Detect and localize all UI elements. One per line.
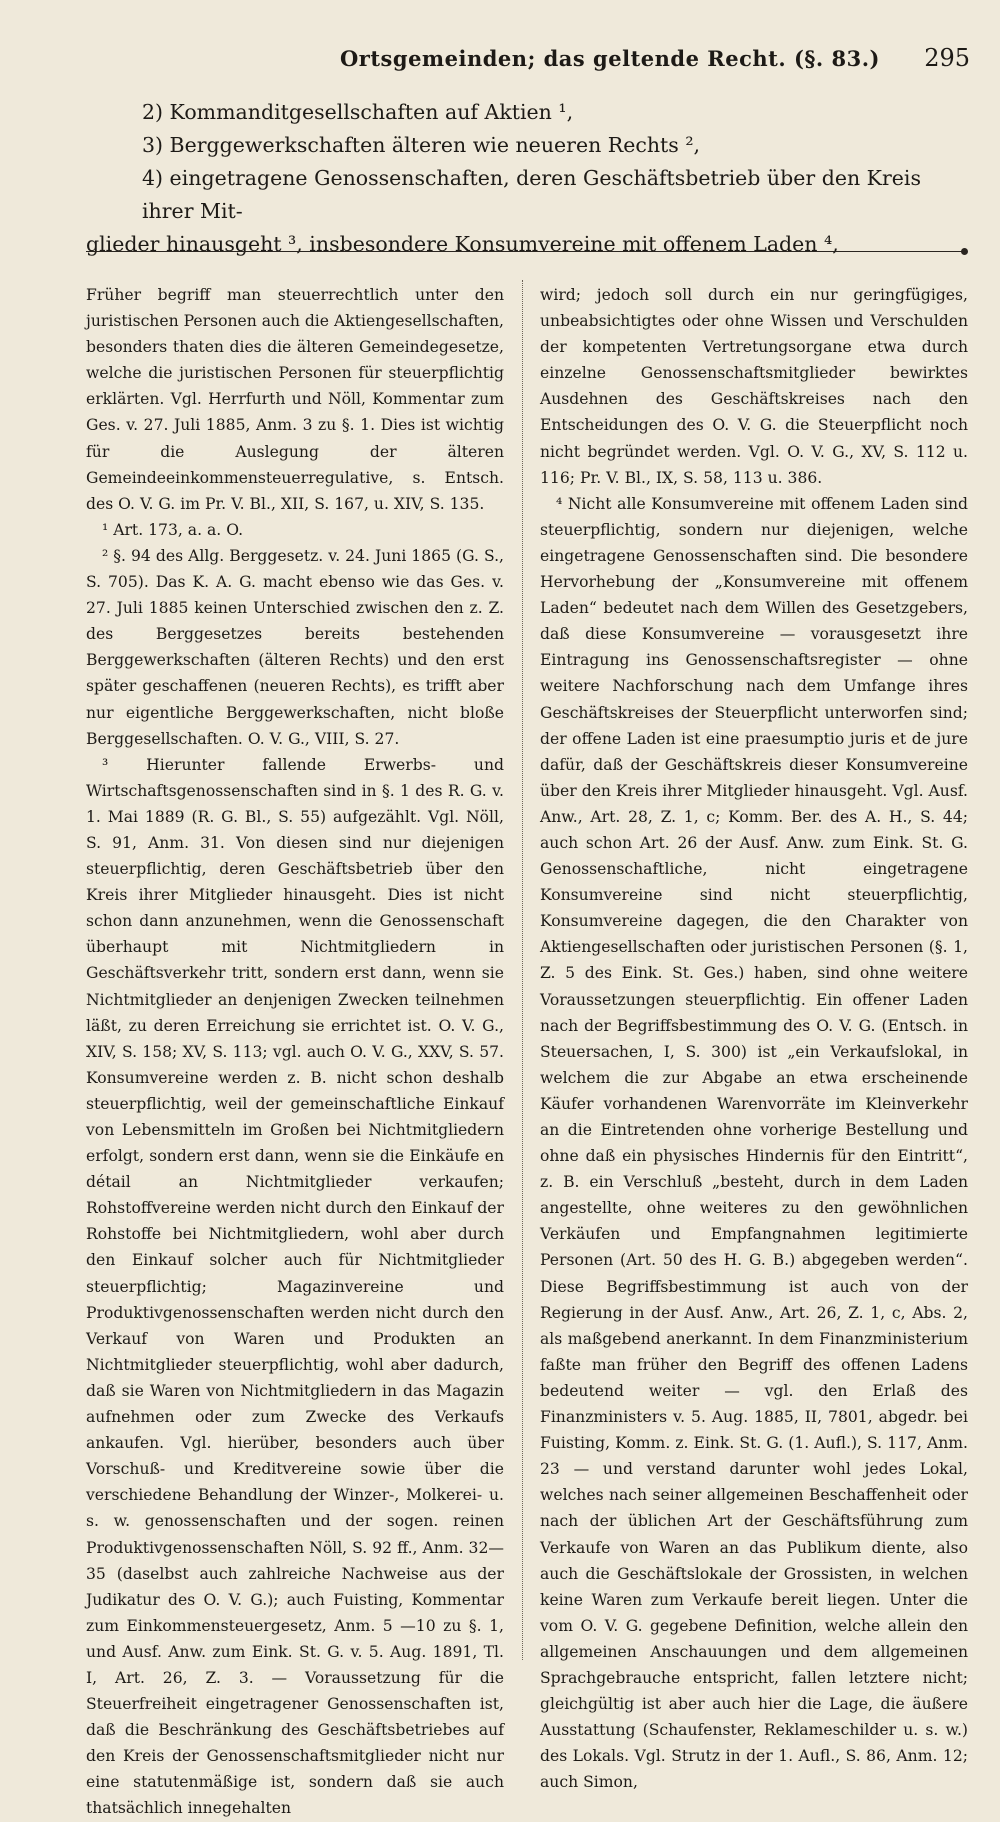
- footnote-continuation: Früher begriff man steuerrechtlich unter den juristischen Personen auch die Aktiengesellschaften, besonders thaten dies die älteren Gemeindegesetze, welche die juristischen Personen für steuerpflichtig erklärten. Vgl. Herrfurth und Nöll, Kommentar zum Ges. v. 27. Juli 1885, Anm. 3 zu §. 1. Dies ist wichtig für die Auslegung der älteren Gemeindeeinkommensteuerregulative, s. Entsch. des O. V. G. im Pr. V. Bl., XII, S. 167, u. XIV, S. 135.: [86, 286, 504, 513]
- column-divider: [522, 280, 523, 1660]
- footnote-2: ² §. 94 des Allg. Berggesetz. v. 24. Juni 1865 (G. S., S. 705). Das K. A. G. macht ebenso wie das Ges. v. 27. Juli 1885 keinen Unterschied zwischen den z. Z. des Berggesetzes bereits bestehenden Berggewerkschaften (älteren Rechts) und den erst später geschaffenen (neueren Rechts), es trifft aber nur eigentliche Berggewerkschaften, nicht bloße Berggesellschaften. O. V. G., VIII, S. 27.: [86, 546, 504, 748]
- list-item-3: 3) Berggewerkschaften älteren wie neueren Rechts ²,: [142, 133, 701, 157]
- left-column: [86, 282, 504, 1822]
- list-item-4-continuation: glieder hinausgeht ³, insbesondere Konsumvereine mit offenem Laden ⁴,: [86, 232, 839, 256]
- running-head: Ortsgemeinden; das geltende Recht. (§. 83.): [340, 46, 880, 71]
- footnote-1: ¹ Art. 173, a. a. O.: [102, 520, 244, 539]
- list-item-2: 2) Kommanditgesellschaften auf Aktien ¹,: [142, 100, 574, 124]
- footnote-3-continuation: wird; jedoch soll durch ein nur geringfügiges, unbeabsichtigtes oder ohne Wissen und Verschulden der kompetenten Vertretungsorgane etwa durch einzelne Genossenschaftsmitglieder bewirktes Ausdehnen des Geschäftskreises nach den Entscheidungen des O. V. G. die Steuerpflicht noch nicht begründet werden. Vgl. O. V. G., XV, S. 112 u. 116; Pr. V. Bl., IX, S. 58, 113 u. 386.: [540, 286, 968, 487]
- footnote-3: ³ Hierunter fallende Erwerbs- und Wirtschaftsgenossenschaften sind in §. 1 des R. G. v. 1. Mai 1889 (R. G. Bl., S. 55) aufgezählt. Vgl. Nöll, S. 91, Anm. 31. Von diesen sind nur diejenigen steuerpflichtig, deren Geschäftsbetrieb über den Kreis ihrer Mitglieder hinausgeht. Dies ist nicht schon dann anzunehmen, wenn die Genossenschaft überhaupt mit Nichtmitgliedern in Geschäftsverkehr tritt, sondern erst dann, wenn sie Nichtmitglieder an denjenigen Zwecken teilnehmen läßt, zu deren Erreichung sie errichtet ist. O. V. G., XIV, S. 158; XV, S. 113; vgl. auch O. V. G., XXV, S. 57. Konsumvereine werden z. B. nicht schon deshalb steuerpflichtig, weil der gemeinschaftliche Einkauf von Lebensmitteln im Großen bei Nichtmitgliedern erfolgt, sondern erst dann, wenn sie die Einkäufe en détail an Nichtmitglieder verkaufen; Rohstoffvereine werden nicht durch den Einkauf der Rohstoffe bei Nichtmitgliedern, wohl aber durch den Einkauf solcher auch für Nichtmitglieder steuerpflichtig; Magazinvereine und Produktivgenossenschaften werden nicht durch den Verkauf von Waren und Produkten an Nichtmitglieder steuerpflichtig, wohl aber dadurch, daß sie Waren von Nichtmitgliedern in das Magazin aufnehmen oder zum Zwecke des Verkaufs ankaufen. Vgl. hierüber, besonders auch über Vorschuß- und Kreditvereine sowie über die verschiedene Behandlung der Winzer-, Molkerei- u. s. w. genossenschaften und der sogen. reinen Produktivgenossenschaften Nöll, S. 92 ff., Anm. 32—35 (daselbst auch zahlreiche Nachweise aus der Judikatur des O. V. G.); auch Fuisting, Kommentar zum Einkommensteuergesetz, Anm. 5 —10 zu §. 1, und Ausf. Anw. zum Eink. St. G. v. 5. Aug. 1891, Tl. I, Art. 26, Z. 3. — Voraussetzung für die Steuerfreiheit eingetragener Genossenschaften ist, daß die Beschränkung des Geschäftsbetriebes auf den Kreis der Genossenschaftsmitglieder nicht nur eine statutenmäßige ist, sondern daß sie auch thatsächlich innegehalten: [86, 755, 504, 1818]
- footnote-4: ⁴ Nicht alle Konsumvereine mit offenem Laden sind steuerpflichtig, sondern nur diejenigen, welche eingetragene Genossenschaften sind. Die besondere Hervorhebung der „Konsumvereine mit offenem Laden“ bedeutet nach dem Willen des Gesetzgebers, daß diese Konsumvereine — vorausgesetzt ihre Eintragung ins Genossenschaftsregister — ohne weitere Nachforschung nach dem Umfange ihres Geschäftskreises der Steuerpflicht unterworfen sind; der offene Laden ist eine praesumptio juris et de jure dafür, daß der Geschäftskreis dieser Konsumvereine über den Kreis ihrer Mitglieder hinausgeht. Vgl. Ausf. Anw., Art. 28, Z. 1, c; Komm. Ber. des A. H., S. 44; auch schon Art. 26 der Ausf. Anw. zum Eink. St. G. Genossenschaftliche, nicht eingetragene Konsumvereine sind nicht steuerpflichtig, Konsumvereine dagegen, die den Charakter von Aktiengesellschaften oder juristischen Personen (§. 1, Z. 5 des Eink. St. Ges.) haben, sind ohne weitere Voraussetzungen steuerpflichtig. Ein offener Laden nach der Begriffsbestimmung des O. V. G. (Entsch. in Steuersachen, I, S. 300) ist „ein Verkaufslokal, in welchem die zur Abgabe an etwa erscheinende Käufer vorhandenen Warenvorräte im Kleinverkehr an die Eintretenden ohne vorherige Bestellung und ohne daß ein physisches Hindernis für den Eintritt“, z. B. ein Verschluß „besteht, durch in dem Laden angestellte, ohne weiteres zu den gewöhnlichen Verkäufen und Empfangnahmen legitimierte Personen (Art. 50 des H. G. B.) abgegeben werden“. Diese Begriffsbestimmung ist auch von der Regierung in der Ausf. Anw., Art. 26, Z. 1, c, Abs. 2, als maßgebend anerkannt. In dem Finanzministerium faßte man früher den Begriff des offenen Ladens bedeutend weiter — vgl. den Erlaß des Finanzministers v. 5. Aug. 1885, II, 7801, abgedr. bei Fuisting, Komm. z. Eink. St. G. (1. Aufl.), S. 117, Anm. 23 — und verstand darunter wohl jedes Lokal, welches nach seiner allgemeinen Beschaffenheit oder nach der üblichen Art der Geschäftsführung zum Verkaufe von Waren an das Publikum diente, also auch die Geschäftslokale der Grossisten, in welchen keine Waren zum Verkaufe bereit liegen. Unter die vom O. V. G. gegebene Definition, welche allein den allgemeinen Anschauungen und dem allgemeinen Sprachgebrauche entspricht, fallen letztere nicht; gleichgültig ist aber auch hier die Lage, die äußere Ausstattung (Schaufenster, Reklameschilder u. s. w.) des Lokals. Vgl. Strutz in der 1. Aufl., S. 86, Anm. 12; auch Simon,: [540, 494, 968, 1792]
- intro-list: [86, 96, 970, 261]
- page-header: [80, 42, 970, 82]
- list-item-4: 4) eingetragene Genossenschaften, deren Geschäftsbetrieb über den Kreis ihrer Mit-: [142, 166, 921, 223]
- footnote-rule: [86, 251, 962, 252]
- right-column: [540, 282, 968, 1795]
- page-number: 295: [924, 44, 970, 72]
